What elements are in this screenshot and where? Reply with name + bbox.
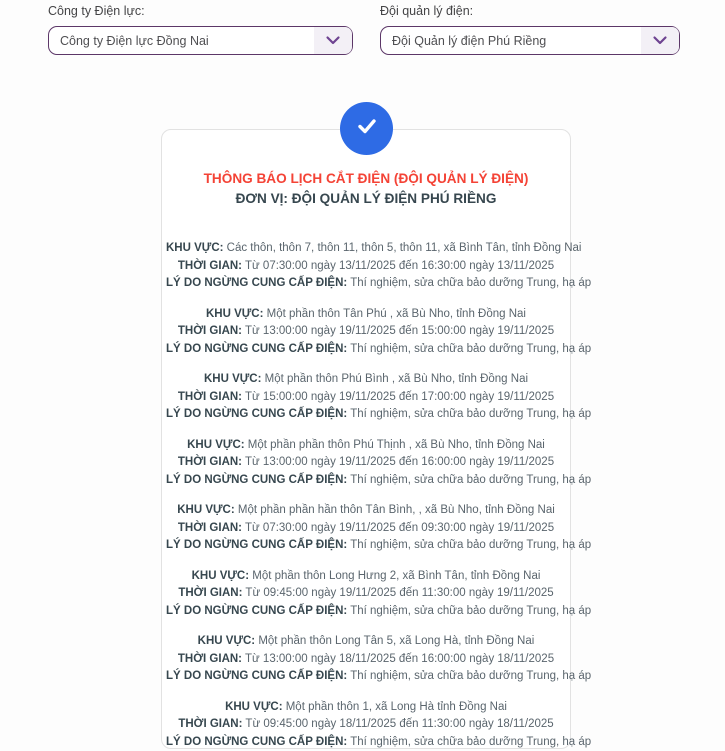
entry-reason: LÝ DO NGỪNG CUNG CẤP ĐIỆN: Thí nghiệm, sửa chữa bảo dưỡng Trung, hạ áp xyxy=(166,275,566,293)
entry-area-label: KHU VỰC: xyxy=(166,242,223,254)
entry-area: KHU VỰC: Một phần thôn Phú Bình , xã Bù Nho, tỉnh Đồng Nai xyxy=(166,371,566,389)
entry-area-label: KHU VỰC: xyxy=(192,570,249,582)
notice-title: THÔNG BÁO LỊCH CẮT ĐIỆN (ĐỘI QUẢN LÝ ĐIỆN) xyxy=(162,171,570,186)
entry-time: THỜI GIAN: Từ 07:30:00 ngày 13/11/2025 đến 16:30:00 ngày 13/11/2025 xyxy=(166,258,566,276)
entry-reason: LÝ DO NGỪNG CUNG CẤP ĐIỆN: Thí nghiệm, sửa chữa bảo dưỡng Trung, hạ áp xyxy=(166,472,566,490)
entry-time: THỜI GIAN: Từ 13:00:00 ngày 18/11/2025 đến 16:00:00 ngày 18/11/2025 xyxy=(166,651,566,669)
entry-time-label: THỜI GIAN: xyxy=(178,456,242,468)
entry-time-label: THỜI GIAN: xyxy=(178,391,242,403)
entry-time: THỜI GIAN: Từ 07:30:00 ngày 19/11/2025 đến 09:30:00 ngày 19/11/2025 xyxy=(166,520,566,538)
entry-area: KHU VỰC: Một phần phần hần thôn Tân Bình, , xã Bù Nho, tỉnh Đồng Nai xyxy=(166,502,566,520)
entry-time-label: THỜI GIAN: xyxy=(178,718,242,730)
entry-reason: LÝ DO NGỪNG CUNG CẤP ĐIỆN: Thí nghiệm, sửa chữa bảo dưỡng Trung, hạ áp xyxy=(166,537,566,555)
entry-time: THỜI GIAN: Từ 15:00:00 ngày 19/11/2025 đến 17:00:00 ngày 19/11/2025 xyxy=(166,389,566,407)
entry-time-label: THỜI GIAN: xyxy=(178,260,242,272)
outage-entry xyxy=(162,437,570,490)
checkmark-icon xyxy=(354,113,380,144)
entry-time: THỜI GIAN: Từ 09:45:00 ngày 18/11/2025 đến 11:30:00 ngày 18/11/2025 xyxy=(166,716,566,734)
entry-reason: LÝ DO NGỪNG CUNG CẤP ĐIỆN: Thí nghiệm, sửa chữa bảo dưỡng Trung, hạ áp xyxy=(166,603,566,621)
entry-reason-label: LÝ DO NGỪNG CUNG CẤP ĐIỆN: xyxy=(166,474,347,486)
company-label: Công ty Điện lực: xyxy=(48,4,353,18)
entry-area: KHU VỰC: Một phần thôn 1, xã Long Hà tỉnh Đồng Nai xyxy=(166,699,566,717)
team-select-value: Đội Quản lý điện Phú Riềng xyxy=(381,34,546,48)
entry-time-label: THỜI GIAN: xyxy=(178,653,242,665)
company-select-value: Công ty Điện lực Đồng Nai xyxy=(49,34,209,48)
entry-area: KHU VỰC: Một phần thôn Long Tân 5, xã Long Hà, tỉnh Đồng Nai xyxy=(166,633,566,651)
outage-entry xyxy=(162,699,570,751)
team-select[interactable] xyxy=(380,26,680,55)
outage-entry xyxy=(162,371,570,424)
entry-time-label: THỜI GIAN: xyxy=(178,522,242,534)
notice-card xyxy=(161,129,571,749)
entry-reason-label: LÝ DO NGỪNG CUNG CẤP ĐIỆN: xyxy=(166,736,347,748)
outage-entry xyxy=(162,633,570,686)
entry-time-label: THỜI GIAN: xyxy=(178,587,242,599)
entry-area-label: KHU VỰC: xyxy=(225,701,282,713)
company-select[interactable] xyxy=(48,26,353,55)
entry-area-label: KHU VỰC: xyxy=(206,308,263,320)
success-check-badge xyxy=(340,102,393,155)
entry-reason-label: LÝ DO NGỪNG CUNG CẤP ĐIỆN: xyxy=(166,539,347,551)
entry-reason: LÝ DO NGỪNG CUNG CẤP ĐIỆN: Thí nghiệm, sửa chữa bảo dưỡng Trung, hạ áp xyxy=(166,341,566,359)
outage-entry xyxy=(162,502,570,555)
outage-entry xyxy=(162,240,570,293)
entry-reason: LÝ DO NGỪNG CUNG CẤP ĐIỆN: Thí nghiệm, sửa chữa bảo dưỡng Trung, hạ áp xyxy=(166,734,566,751)
entry-reason-label: LÝ DO NGỪNG CUNG CẤP ĐIỆN: xyxy=(166,408,347,420)
entry-area-label: KHU VỰC: xyxy=(177,504,234,516)
notice-subtitle: ĐƠN VỊ: ĐỘI QUẢN LÝ ĐIỆN PHÚ RIỀNG xyxy=(162,191,570,206)
entry-area: KHU VỰC: Các thôn, thôn 7, thôn 11, thôn 5, thôn 11, xã Bình Tân, tỉnh Đồng Nai xyxy=(166,240,566,258)
entry-area-label: KHU VỰC: xyxy=(198,635,255,647)
entry-reason-label: LÝ DO NGỪNG CUNG CẤP ĐIỆN: xyxy=(166,277,347,289)
team-field xyxy=(380,4,680,55)
outage-entries-list xyxy=(162,240,570,751)
entry-time: THỜI GIAN: Từ 13:00:00 ngày 19/11/2025 đến 15:00:00 ngày 19/11/2025 xyxy=(166,323,566,341)
team-label: Đội quản lý điện: xyxy=(380,4,680,18)
entry-reason-label: LÝ DO NGỪNG CUNG CẤP ĐIỆN: xyxy=(166,343,347,355)
entry-area: KHU VỰC: Một phần phần thôn Phú Thịnh , xã Bù Nho, tỉnh Đồng Nai xyxy=(166,437,566,455)
company-field xyxy=(48,4,353,55)
entry-time: THỜI GIAN: Từ 09:45:00 ngày 19/11/2025 đến 11:30:00 ngày 19/11/2025 xyxy=(166,585,566,603)
outage-entry xyxy=(162,568,570,621)
chevron-down-icon xyxy=(641,27,679,54)
entry-reason: LÝ DO NGỪNG CUNG CẤP ĐIỆN: Thí nghiệm, sửa chữa bảo dưỡng Trung, hạ áp xyxy=(166,406,566,424)
entry-area-label: KHU VỰC: xyxy=(187,439,244,451)
outage-entry xyxy=(162,306,570,359)
entry-area-label: KHU VỰC: xyxy=(204,373,261,385)
chevron-down-icon xyxy=(314,27,352,54)
entry-reason-label: LÝ DO NGỪNG CUNG CẤP ĐIỆN: xyxy=(166,670,347,682)
entry-time: THỜI GIAN: Từ 13:00:00 ngày 19/11/2025 đến 16:00:00 ngày 19/11/2025 xyxy=(166,454,566,472)
entry-reason: LÝ DO NGỪNG CUNG CẤP ĐIỆN: Thí nghiệm, sửa chữa bảo dưỡng Trung, hạ áp xyxy=(166,668,566,686)
entry-area: KHU VỰC: Một phần thôn Tân Phú , xã Bù Nho, tỉnh Đồng Nai xyxy=(166,306,566,324)
entry-area: KHU VỰC: Một phần thôn Long Hưng 2, xã Bình Tân, tỉnh Đồng Nai xyxy=(166,568,566,586)
entry-time-label: THỜI GIAN: xyxy=(178,325,242,337)
entry-reason-label: LÝ DO NGỪNG CUNG CẤP ĐIỆN: xyxy=(166,605,347,617)
